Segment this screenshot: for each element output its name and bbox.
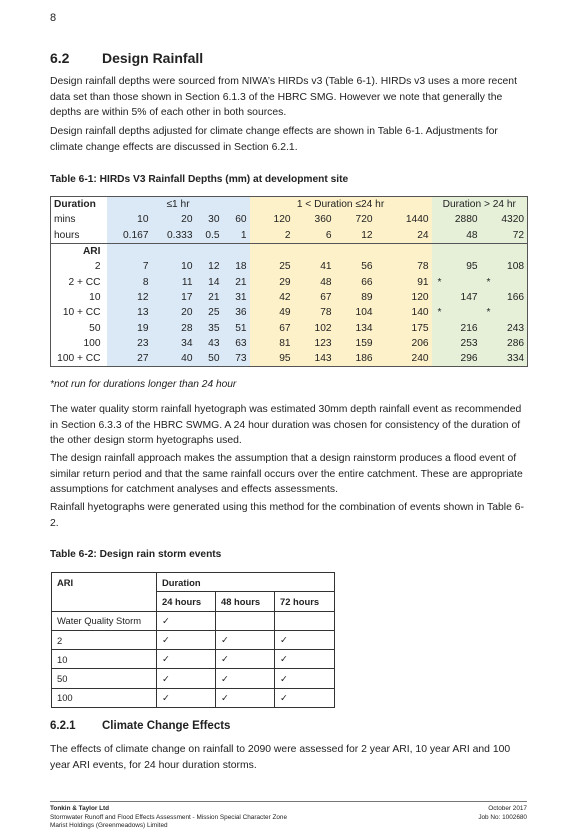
paragraph-3: The water quality storm rainfall hyetograph was estimated 30mm depth rainfall event as recommended in Section 6.3.3 of the HBRC SWMG. A 24 hour duration was chosen for consistency of the duration of the other design storm hyetographs used. [50, 404, 522, 446]
table-cell: 104 [335, 305, 376, 320]
check-mark: ✓ [157, 611, 216, 630]
check-mark [216, 611, 275, 630]
table-row [52, 630, 335, 649]
paragraph-6: The effects of climate change on rainfall to 2090 were assessed for 2 year ARI, 10 year ARI and 100 year ARI events, for 24 hour duration storms. [50, 744, 511, 771]
table-cell: 7 [107, 259, 152, 274]
paragraph-1: Design rainfall depths were sourced from NIWA’s HIRDs v3 (Table 6-1). HIRDs v3 uses a more recent data set than those shown in Section 6.1.3 of the HBRC SMG. However we note that generally the depths are within 5% of each other in both sources. [50, 76, 517, 118]
table-cell: * [432, 305, 481, 320]
table-cell: 81 [250, 336, 294, 351]
table-cell: * [481, 274, 528, 289]
table-row [51, 274, 528, 289]
row-label: 50 [89, 322, 101, 334]
table-cell: 20 [152, 305, 196, 320]
footer-left [50, 805, 287, 831]
table-cell: 243 [481, 320, 528, 335]
check-mark: ✓ [157, 650, 216, 669]
table-cell: 31 [223, 290, 250, 305]
table-row [52, 650, 335, 669]
subsection-heading [50, 720, 230, 732]
table-cell: 0.167 [107, 228, 152, 244]
table1-note: *not run for durations longer than 24 hour [50, 379, 237, 390]
ari-label: ARI [82, 246, 101, 258]
subsection-title: Climate Change Effects [102, 720, 231, 732]
duration-header: Duration [54, 199, 96, 211]
table-cell: 360 [294, 212, 335, 227]
table-cell: * [481, 305, 528, 320]
table-cell: 67 [250, 320, 294, 335]
footer-job-number: Job No: 1002680 [478, 813, 527, 821]
check-mark [275, 611, 335, 630]
table-cell: 25 [196, 305, 223, 320]
table-cell: 166 [481, 290, 528, 305]
table-cell: 27 [107, 351, 152, 367]
table-cell [250, 243, 432, 259]
table-cell: 6 [294, 228, 335, 244]
table2-header-row [52, 573, 335, 592]
col-header: 24 hours [157, 592, 216, 611]
table-row [51, 351, 528, 367]
col-header: 72 hours [275, 592, 335, 611]
table-cell: 66 [335, 274, 376, 289]
row-label: 10 [52, 650, 157, 669]
table-cell: 28 [152, 320, 196, 335]
row-label: 100 [52, 688, 157, 707]
table-cell: 0.333 [152, 228, 196, 244]
table2-caption: Table 6-2: Design rain storm events [50, 549, 222, 560]
table-cell: 95 [250, 351, 294, 367]
table-cell: 2 [250, 228, 294, 244]
table-cell: 10 [107, 212, 152, 227]
table-cell: 108 [481, 259, 528, 274]
table-cell: 63 [223, 336, 250, 351]
row-label: 100 + CC [57, 353, 101, 365]
table-cell: 147 [432, 290, 481, 305]
table-cell: 34 [152, 336, 196, 351]
table1-mins-row [51, 212, 528, 227]
row-label: 10 + CC [62, 307, 101, 319]
row-label: 10 [89, 291, 101, 303]
table-cell: * [432, 274, 481, 289]
table-cell: 78 [376, 259, 432, 274]
check-mark: ✓ [275, 630, 335, 649]
table-cell: 286 [481, 336, 528, 351]
table-cell: 334 [481, 351, 528, 367]
table-row [51, 259, 528, 274]
table-cell: 13 [107, 305, 152, 320]
table-row [52, 669, 335, 688]
table-cell: 159 [335, 336, 376, 351]
section-heading [50, 50, 203, 66]
table-cell: 49 [250, 305, 294, 320]
table-cell: 24 [376, 228, 432, 244]
table-cell: 12 [335, 228, 376, 244]
table-cell: 91 [376, 274, 432, 289]
row-label: 50 [52, 669, 157, 688]
table-cell: 120 [250, 212, 294, 227]
table-cell: 186 [335, 351, 376, 367]
duration-header: Duration [157, 573, 335, 592]
table-cell: 29 [250, 274, 294, 289]
row-label: 2 + CC [68, 276, 101, 288]
check-mark: ✓ [216, 688, 275, 707]
row-label: 100 [83, 337, 101, 349]
table-cell: 175 [376, 320, 432, 335]
subsection-number: 6.2.1 [50, 720, 76, 732]
table-cell: 20 [152, 212, 196, 227]
table-row [51, 290, 528, 305]
footer-client: Marist Holdings (Greenmeadows) Limited [50, 822, 168, 830]
table-row [52, 611, 335, 630]
table1-ari-label-row [51, 243, 528, 259]
row-label: 2 [52, 630, 157, 649]
table-cell: 73 [223, 351, 250, 367]
table-cell: 2880 [432, 212, 481, 227]
footer-date: October 2017 [488, 805, 527, 812]
table-cell: 56 [335, 259, 376, 274]
table-cell: 12 [107, 290, 152, 305]
table-cell: 60 [223, 212, 250, 227]
table-cell: 0.5 [196, 228, 223, 244]
page-number: 8 [50, 12, 57, 24]
table-cell: 253 [432, 336, 481, 351]
table-cell: 95 [432, 259, 481, 274]
table-cell [107, 243, 250, 259]
design-storm-table [51, 572, 335, 708]
check-mark: ✓ [157, 688, 216, 707]
table-cell: 206 [376, 336, 432, 351]
table-cell: 240 [376, 351, 432, 367]
footer-right [478, 805, 527, 822]
table-cell: 1440 [376, 212, 432, 227]
table-cell: 1 [223, 228, 250, 244]
row-label: 2 [94, 261, 101, 273]
table-cell: 41 [294, 259, 335, 274]
check-mark: ✓ [275, 650, 335, 669]
table-cell: 78 [294, 305, 335, 320]
table-cell: 120 [376, 290, 432, 305]
table-row [51, 336, 528, 351]
table-cell: 30 [196, 212, 223, 227]
table-cell: 4320 [481, 212, 528, 227]
table-cell: 21 [223, 274, 250, 289]
table-cell: 43 [196, 336, 223, 351]
table-cell: 140 [376, 305, 432, 320]
table-cell: 36 [223, 305, 250, 320]
paragraph-2: Design rainfall depths adjusted for climate change effects are shown in Table 6-1. Adjustments for climate change effects are discussed in Section 6.2.1. [50, 126, 498, 153]
table-cell: 35 [196, 320, 223, 335]
group-header-le1hr: ≤1 hr [107, 197, 250, 213]
table-cell: 8 [107, 274, 152, 289]
col-header: 48 hours [216, 592, 275, 611]
table-cell: 14 [196, 274, 223, 289]
table-cell: 11 [152, 274, 196, 289]
table-cell: 19 [107, 320, 152, 335]
table-cell: 102 [294, 320, 335, 335]
table-cell: 18 [223, 259, 250, 274]
footer-company: Tonkin & Taylor Ltd [50, 805, 110, 812]
table-cell: 89 [335, 290, 376, 305]
check-mark: ✓ [216, 669, 275, 688]
section-title: Design Rainfall [102, 50, 204, 66]
table-cell: 134 [335, 320, 376, 335]
page-footer [50, 801, 527, 830]
check-mark: ✓ [216, 630, 275, 649]
table-cell: 48 [432, 228, 481, 244]
table-cell: 42 [250, 290, 294, 305]
table-cell: 296 [432, 351, 481, 367]
table-row [51, 305, 528, 320]
table-cell: 51 [223, 320, 250, 335]
paragraph-5: Rainfall hyetographs were generated using this method for the combination of events shown in Table 6-2. [50, 502, 525, 529]
table-cell: 50 [196, 351, 223, 367]
check-mark: ✓ [275, 669, 335, 688]
ari-header: ARI [52, 573, 157, 612]
table-cell [432, 243, 528, 259]
table1-hours-row [51, 228, 528, 244]
table-cell: 143 [294, 351, 335, 367]
rainfall-depth-table [50, 196, 528, 367]
table-row [52, 688, 335, 707]
table1-caption: Table 6-1: HIRDs V3 Rainfall Depths (mm) at development site [50, 174, 349, 185]
table-cell: 40 [152, 351, 196, 367]
table1-header-row [51, 197, 528, 213]
table-cell: 21 [196, 290, 223, 305]
group-header-1to24hr: 1 < Duration ≤24 hr [250, 197, 432, 213]
paragraph-4: The design rainfall approach makes the assumption that a design rainstorm produces a flood event of similar return period and that the same rainfall occurs over the entire catchment. These are appropriate assumptions for catchment analyses and effects assessments. [50, 453, 523, 495]
table-cell: 12 [196, 259, 223, 274]
table-cell: 720 [335, 212, 376, 227]
check-mark: ✓ [216, 650, 275, 669]
table-row [51, 320, 528, 335]
table-cell: 67 [294, 290, 335, 305]
row-label: Water Quality Storm [52, 611, 157, 630]
group-header-gt24hr: Duration > 24 hr [432, 197, 528, 213]
check-mark: ✓ [157, 630, 216, 649]
check-mark: ✓ [275, 688, 335, 707]
table-cell: 10 [152, 259, 196, 274]
table-cell: 72 [481, 228, 528, 244]
table-cell: 123 [294, 336, 335, 351]
hours-label: hours [51, 228, 107, 244]
check-mark: ✓ [157, 669, 216, 688]
mins-label: mins [54, 214, 76, 226]
table-cell: 23 [107, 336, 152, 351]
footer-report-title: Stormwater Runoff and Flood Effects Assessment - Mission Special Character Zone [50, 813, 288, 821]
section-number: 6.2 [50, 50, 70, 66]
table-cell: 25 [250, 259, 294, 274]
table-cell: 216 [432, 320, 481, 335]
table-cell: 48 [294, 274, 335, 289]
table-cell: 17 [152, 290, 196, 305]
